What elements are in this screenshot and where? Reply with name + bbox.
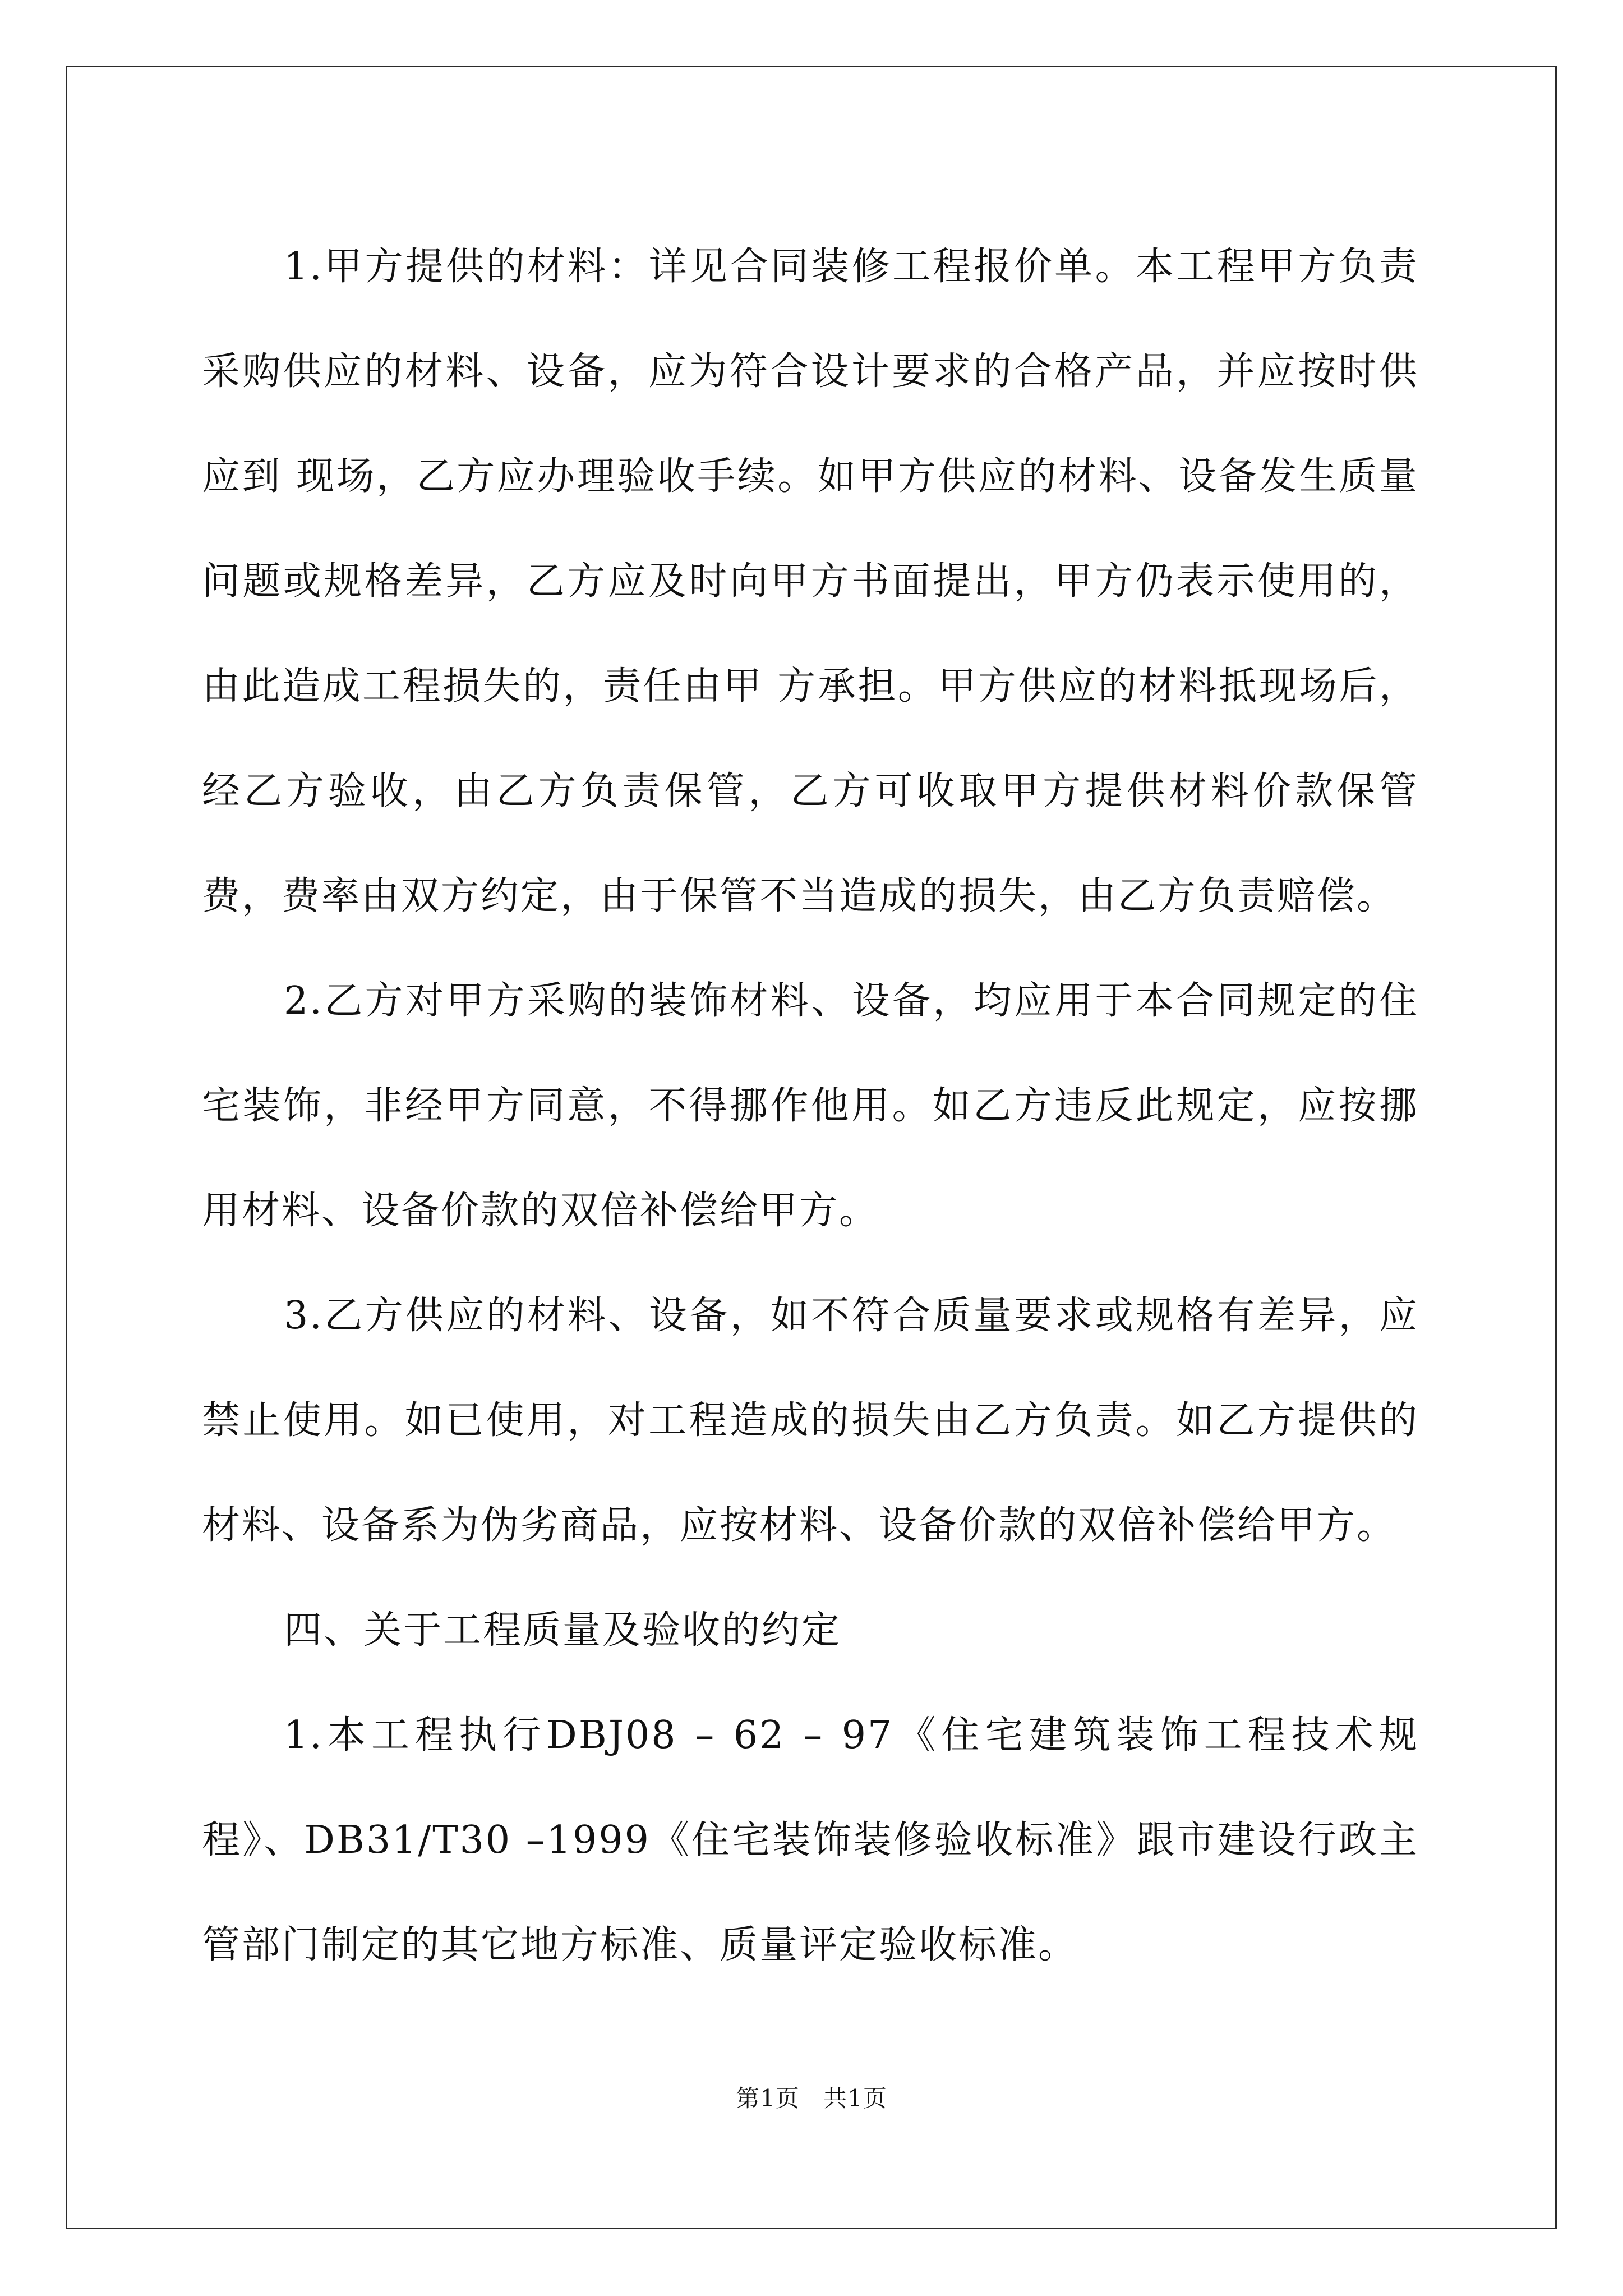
page-number-total: 共1页 [823,2085,887,2112]
paragraph-materials-supplied-by-party-a: 1.甲方提供的材料：详见合同装修工程报价单。本工程甲方负责采购供应的材料、设备，应为符合设计要求的合格产品，并应按时供应到 现场，乙方应办理验收手续。如甲方供应的材料、设备发生质量问题或规格差异，乙方应及时向甲方书面提出，甲方仍表示使用的，由此造成工程损失的，责任由甲 方承担。甲方供应的材料抵现场后，经乙方验收，由乙方负责保管，乙方可收取甲方提供材料价款保管费，费率由双方约定，由于保管不当造成的损失，由乙方负责赔偿。 [202,245,1419,918]
document-body [202,214,1419,1998]
paragraph-material-usage: 2.乙方对甲方采购的装饰材料、设备，均应用于本合同规定的住宅装饰，非经甲方同意，不得挪作他用。如乙方违反此规定，应按挪用材料、设备价款的双倍补偿给甲方。 [202,979,1419,1233]
page-footer [0,2080,1623,2114]
paragraph-materials-supplied-by-party-b: 3.乙方供应的材料、设备，如不符合质量要求或规格有差异，应禁止使用。如已使用，对工程造成的损失由乙方负责。如乙方提供的材料、设备系为伪劣商品，应按材料、设备价款的双倍补偿给甲方。 [202,1294,1419,1548]
paragraph-standards: 1.本工程执行DBJ08 – 62 – 97《住宅建筑装饰工程技术规程》、DB31/T30 –1999《住宅装饰装修验收标准》跟市建设行政主管部门制定的其它地方标准、质量评定验收标准。 [202,1713,1419,1967]
page-number-current: 第1页 [736,2085,800,2112]
section-heading-quality-acceptance: 四、关于工程质量及验收的约定 [284,1608,842,1653]
